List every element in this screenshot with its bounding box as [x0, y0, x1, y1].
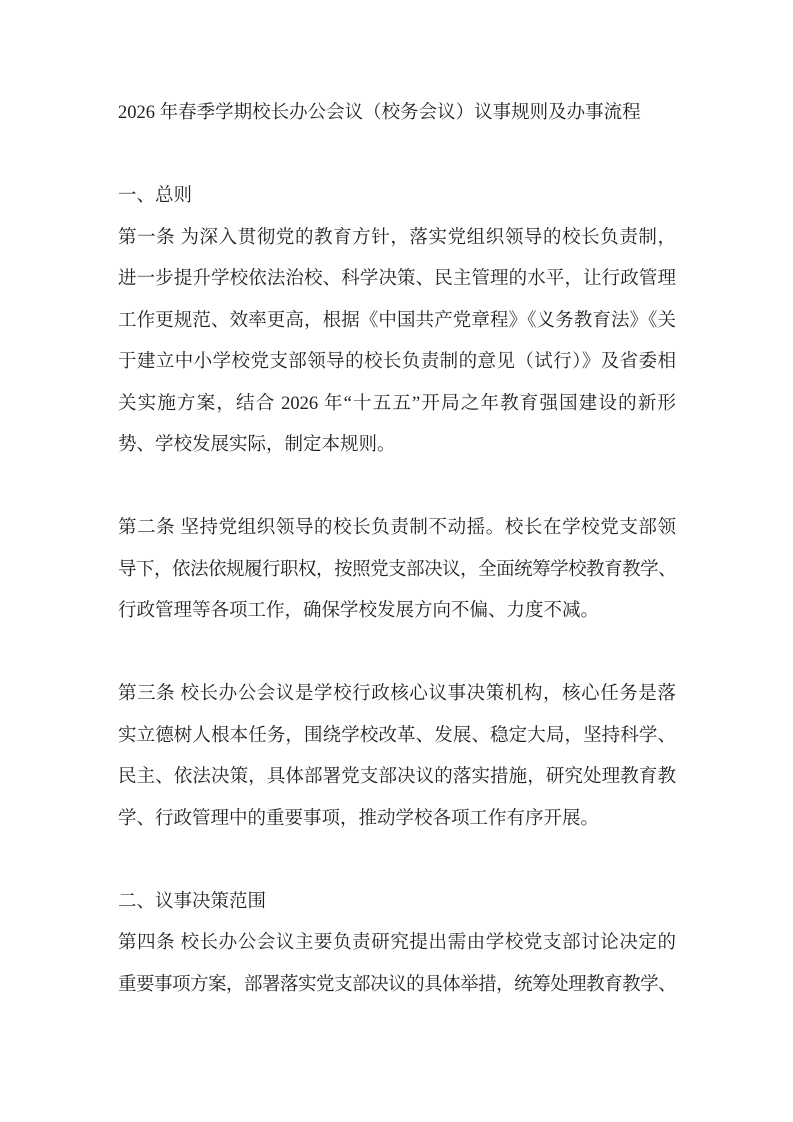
- text-line: 势、学校发展实际，制定本规则。: [118, 435, 396, 455]
- text-line: 第四条 校长办公会议主要负责研究提出需由学校党支部讨论决定的: [118, 933, 676, 953]
- document-title: 2026 年春季学期校长办公会议（校务会议）议事规则及办事流程: [118, 103, 641, 123]
- section-general-provisions: [118, 176, 676, 218]
- text-line: 第三条 校长办公会议是学校行政核心议事决策机构，核心任务是落: [118, 684, 676, 704]
- text-line: 于建立中小学校党支部领导的校长负责制的意见（试行）》及省委相: [118, 352, 676, 372]
- text-line: 民主、依法决策，具体部署党支部决议的落实措施，研究处理教育教: [118, 767, 676, 787]
- text-line: 二、议事决策范围: [118, 891, 267, 912]
- text-line: 第一条 为深入贯彻党的教育方针，落实党组织领导的校长负责制，: [118, 227, 676, 248]
- document-body: [118, 176, 676, 1006]
- text-line: 实立德树人根本任务，围绕学校改革、发展、稳定大局，坚持科学、: [118, 725, 676, 746]
- section-decision-scope: [118, 882, 676, 924]
- text-line: 学、行政管理中的重要事项，推动学校各项工作有序开展。: [118, 808, 600, 829]
- text-line: 关实施方案，结合 2026 年“十五五”开局之年教育强国建设的新形: [118, 393, 676, 414]
- article-3: [118, 674, 676, 840]
- text-line: 一、总则: [118, 186, 193, 206]
- text-line: 导下，依法依规履行职权，按照党支部决议，全面统筹学校教育教学、: [118, 559, 676, 580]
- text-line: 行政管理等各项工作，确保学校发展方向不偏、力度不减。: [118, 601, 600, 621]
- text-line: 重要事项方案，部署落实党支部决议的具体举措，统筹处理教育教学、: [118, 974, 676, 995]
- text-line: 进一步提升学校依法治校、科学决策、民主管理的水平，让行政管理: [118, 269, 676, 289]
- article-2: [118, 508, 676, 633]
- text-line: 第二条 坚持党组织领导的校长负责制不动摇。校长在学校党支部领: [118, 518, 676, 538]
- article-4: [118, 923, 676, 1006]
- text-line: 工作更规范、效率更高，根据《中国共产党章程》《义务教育法》《关: [118, 310, 676, 331]
- article-1: [118, 218, 676, 467]
